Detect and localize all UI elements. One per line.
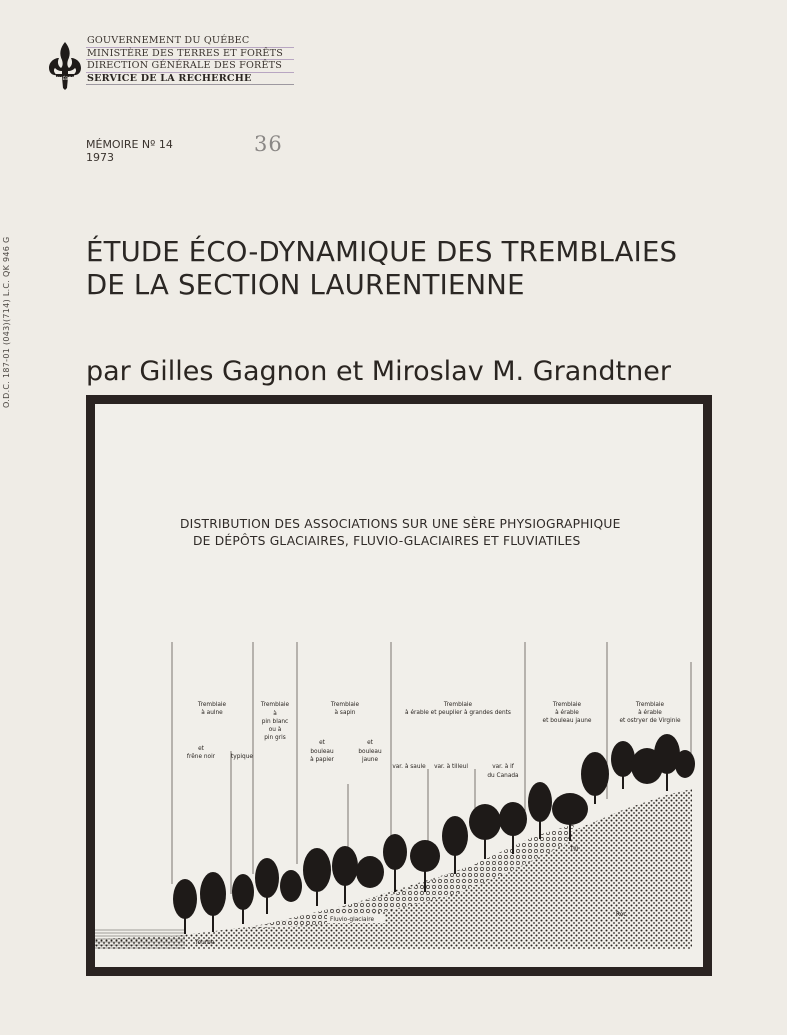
series-info bbox=[86, 138, 173, 164]
physiographic-sere-diagram bbox=[95, 404, 703, 967]
svg-text:à papier: à papier bbox=[310, 757, 334, 763]
direction-line: DIRECTION GÉNÉRALE DES FORÊTS bbox=[86, 60, 294, 73]
figure-title bbox=[180, 516, 660, 550]
label-fluvio-glaciaire: Fluvio-glaciaire bbox=[330, 917, 375, 923]
publication-year: 1973 bbox=[86, 151, 114, 164]
figure-title-line-2: DE DÉPÔTS GLACIAIRES, FLUVIO-GLACIAIRES ET FLUVIATILES bbox=[193, 534, 581, 548]
svg-text:et: et bbox=[198, 746, 204, 752]
svg-text:à érable et peuplier à grandes: à érable et peuplier à grandes dents bbox=[405, 710, 511, 716]
title-line-1: ÉTUDE ÉCO-DYNAMIQUE DES TREMBLAIES bbox=[86, 236, 678, 268]
svg-text:Tremblaie: Tremblaie bbox=[197, 702, 227, 708]
classification-code: O.D.C. 187-01 (043)(714) L.C. QK 946 G bbox=[2, 236, 11, 408]
svg-text:du Canada: du Canada bbox=[487, 773, 519, 779]
svg-text:bouleau: bouleau bbox=[310, 749, 334, 755]
service-line: SERVICE DE LA RECHERCHE bbox=[86, 73, 294, 86]
series-number: MÉMOIRE Nº 14 bbox=[86, 138, 173, 151]
title-line-2: DE LA SECTION LAURENTIENNE bbox=[86, 269, 525, 301]
svg-text:Tremblaie: Tremblaie bbox=[552, 702, 582, 708]
svg-text:et bouleau jaune: et bouleau jaune bbox=[542, 718, 592, 724]
svg-text:à aulne: à aulne bbox=[201, 710, 223, 716]
svg-text:Tremblaie: Tremblaie bbox=[260, 702, 290, 708]
fleur-de-lis-icon bbox=[46, 40, 84, 92]
svg-text:pin blanc: pin blanc bbox=[261, 719, 289, 725]
document-title bbox=[86, 236, 677, 302]
svg-text:Tremblaie: Tremblaie bbox=[635, 702, 665, 708]
svg-text:à érable: à érable bbox=[555, 710, 579, 716]
svg-text:et: et bbox=[367, 740, 373, 746]
svg-text:et ostryer de Virginie: et ostryer de Virginie bbox=[619, 718, 681, 724]
svg-text:Tremblaie: Tremblaie bbox=[443, 702, 473, 708]
government-header bbox=[86, 35, 294, 85]
svg-text:à: à bbox=[273, 711, 277, 717]
stamp-number: 36 bbox=[254, 132, 283, 156]
authors: par Gilles Gagnon et Miroslav M. Grandtner bbox=[86, 356, 671, 387]
svg-text:frêne noir: frêne noir bbox=[186, 754, 216, 760]
svg-text:bouleau: bouleau bbox=[358, 749, 382, 755]
svg-text:à érable: à érable bbox=[638, 710, 662, 716]
figure-title-line-1: DISTRIBUTION DES ASSOCIATIONS SUR UNE SÈRE PHYSIOGRAPHIQUE bbox=[180, 517, 621, 531]
svg-text:ou à: ou à bbox=[268, 727, 282, 733]
svg-text:pin gris: pin gris bbox=[264, 735, 286, 741]
svg-text:typique: typique bbox=[231, 754, 253, 760]
svg-text:jaune: jaune bbox=[361, 757, 379, 763]
label-tourbe: Tourbe bbox=[195, 940, 215, 946]
svg-text:à sapin: à sapin bbox=[334, 710, 356, 716]
svg-text:var. à tilleul: var. à tilleul bbox=[434, 764, 468, 770]
government-line: GOUVERNEMENT DU QUÉBEC bbox=[86, 35, 294, 48]
logo-caption: QUÉBEC bbox=[55, 77, 75, 82]
svg-text:var. à if: var. à if bbox=[492, 764, 514, 770]
figure-frame bbox=[86, 395, 712, 976]
ministry-line: MINISTÈRE DES TERRES ET FORÊTS bbox=[86, 48, 294, 61]
label-till: Till bbox=[570, 847, 579, 853]
svg-text:et: et bbox=[319, 740, 325, 746]
svg-text:var. à saule: var. à saule bbox=[392, 764, 426, 770]
svg-text:Tremblaie: Tremblaie bbox=[330, 702, 360, 708]
label-roc: Roc bbox=[616, 912, 627, 918]
